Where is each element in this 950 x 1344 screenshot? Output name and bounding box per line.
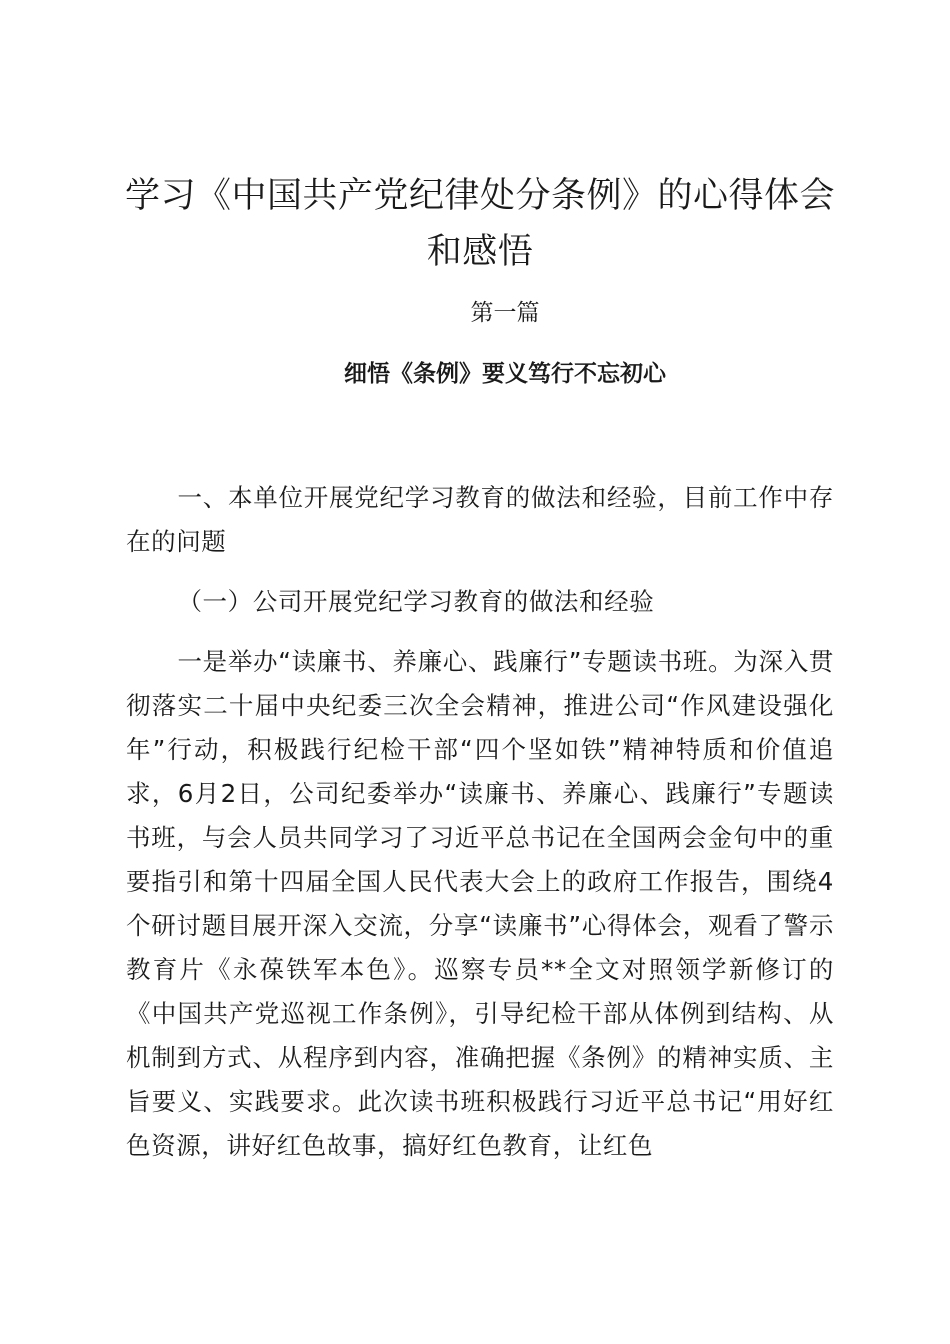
subheading-paragraph: （一）公司开展党纪学习教育的做法和经验 <box>177 587 655 616</box>
section-heading: 细悟《条例》要义笃行不忘初心 <box>344 361 666 387</box>
body-paragraph: 一是举办“读廉书、养廉心、践廉行”专题读书班。为深入贯彻落实二十届中央纪委三次全会精神，推进公司“作风建设强化年”行动，积极践行纪检干部“四个坚如铁”精神特质和价值追求，6月2日，公司纪委举办“读廉书、养廉心、践廉行”专题读书班，与会人员共同学习了习近平总书记在全国两会金句中的重要指引和第十四届全国人民代表大会上的政府工作报告，围绕4个研讨题目展开深入交流，分享“读廉书”心得体会，观看了警示教育片《永葆铁军本色》。巡察专员**全文对照领学新修订的《中国共产党巡视工作条例》，引导纪检干部从体例到结构、从机制到方式、从程序到内容，准确把握《条例》的精神实质、主旨要义、实践要求。此次读书班积极践行习近平总书记“用好红色资源，讲好红色故事，搞好红色教育，让红色 <box>126 647 834 1160</box>
part-label: 第一篇 <box>470 300 540 326</box>
heading-paragraph: 一、本单位开展党纪学习教育的做法和经验，目前工作中存在的问题 <box>126 483 834 556</box>
body-paragraph-container-2 <box>126 580 834 624</box>
body-paragraph-container-1 <box>126 476 834 564</box>
document-title: 学习《中国共产党纪律处分条例》的心得体会和感悟 <box>124 176 835 272</box>
body-paragraph-container-3 <box>126 640 834 1168</box>
